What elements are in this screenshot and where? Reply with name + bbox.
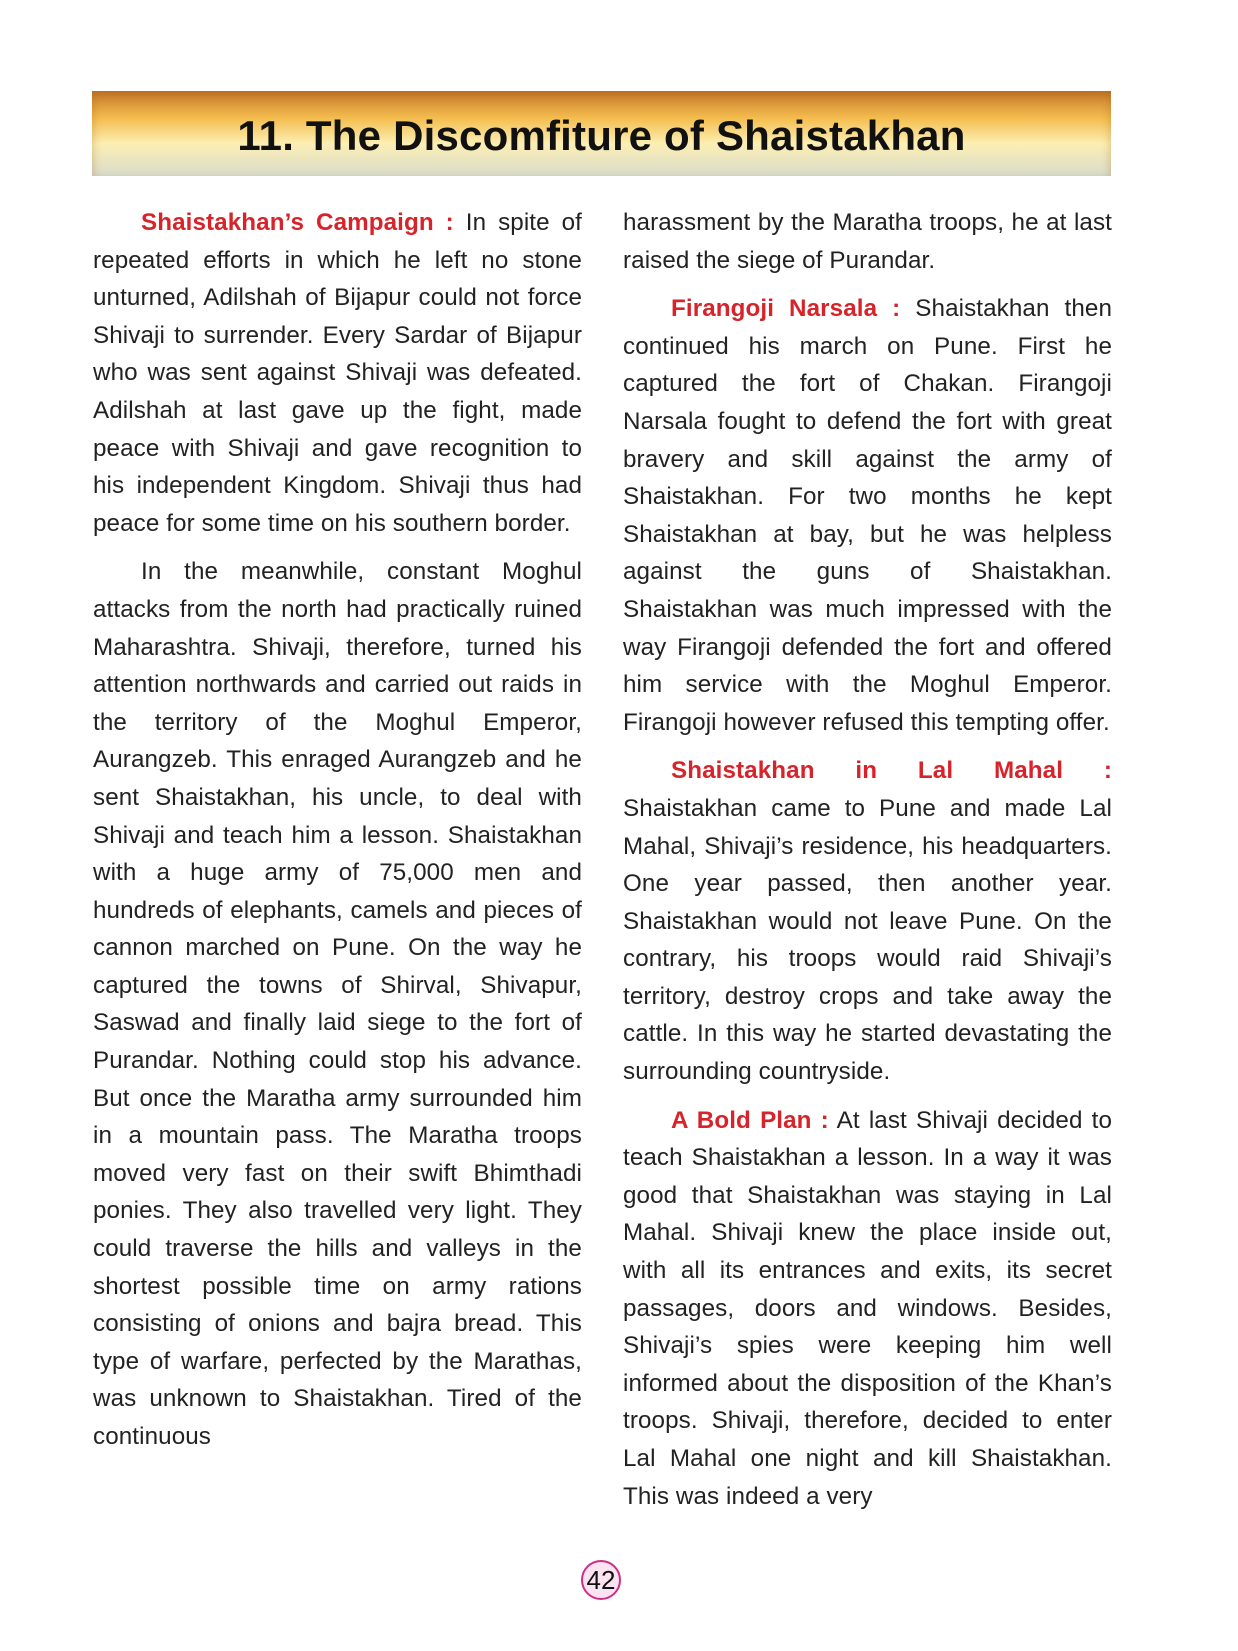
section-heading-firangoji: Firangoji Narsala : [671,295,901,323]
paragraph-text: Shaistakhan then continued his march on Pune. First he captured the fort of Chakan. Firangoji Narsala fought to defend the fort with great bravery and skill against the army of Shaistakhan. For two months he kept Shaistakhan at bay, but he was helpless against the guns of Shaistakhan. Shaistakhan was much impressed with the way Firangoji defended the fort and offered him service with the Moghul Emperor. Firangoji however refused this tempting offer. [623,295,1112,736]
paragraph-meanwhile [93,553,582,1455]
paragraph-lal-mahal [623,752,1112,1090]
paragraph-text: In spite of repeated efforts in which he left no stone unturned, Adilshah of Bijapur could not force Shivaji to surrender. Every Sardar of Bijapur who was sent against Shivaji was defeated. Adilshah at last gave up the fight, made peace with Shivaji and gave recognition to his independent Kingdom. Shivaji thus had peace for some time on his southern border. [93,209,582,537]
paragraph-text: Shaistakhan came to Pune and made Lal Mahal, Shivaji’s residence, his headquarters. One year passed, then another year. Shaistakhan would not leave Pune. On the contrary, his troops would raid Shivaji’s territory, destroy crops and take away the cattle. In this way he started devastating the surrounding countryside. [623,794,1112,1086]
page-number: 42 [581,1560,621,1600]
section-heading-campaign: Shaistakhan’s Campaign : [141,209,454,236]
section-heading-lal-mahal: Shaistakhan in Lal Mahal : [671,757,1112,785]
left-column [93,204,582,1467]
chapter-title: 11. The Discomfiture of Shaistakhan [237,111,966,159]
paragraph-firangoji [623,290,1112,741]
paragraph-text: At last Shivaji decided to teach Shaistakhan a lesson. In a way it was good that Shaistakhan was staying in Lal Mahal. Shivaji knew the place inside out, with all its entrances and exits, its secret passages, doors and windows. Besides, Shivaji’s spies were keeping him well informed about the disposition of the Khan’s troops. Shivaji, therefore, decided to enter Lal Mahal one night and kill Shaistakhan. This was indeed a very [623,1106,1113,1510]
paragraph-campaign [93,204,582,542]
title-banner [92,91,1111,176]
paragraph-bold-plan [623,1102,1112,1516]
paragraph-text: harassment by the Maratha troops, he at last raised the siege of Purandar. [623,209,1112,274]
section-heading-bold-plan: A Bold Plan : [671,1106,829,1134]
paragraph-continuation [623,204,1112,279]
right-column [623,204,1112,1526]
paragraph-text: In the meanwhile, constant Moghul attacks from the north had practically ruined Maharashtra. Shivaji, therefore, turned his attention northwards and carried out raids in the territory of the Moghul Emperor, Aurangzeb. This enraged Aurangzeb and he sent Shaistakhan, his uncle, to deal with Shivaji and teach him a lesson. Shaistakhan with a huge army of 75,000 men and hundreds of elephants, camels and pieces of cannon marched on Pune. On the way he captured the towns of Shirval, Shivapur, Saswad and finally laid siege to the fort of Purandar. Nothing could stop his advance. But once the Maratha army surrounded him in a mountain pass. The Maratha troops moved very fast on their swift Bhimthadi ponies. They also travelled very light. They could traverse the hills and valleys in the shortest possible time on army rations consisting of onions and bajra bread. This type of warfare, perfected by the Marathas, was unknown to Shaistakhan. Tired of the continuous [93,558,582,1450]
